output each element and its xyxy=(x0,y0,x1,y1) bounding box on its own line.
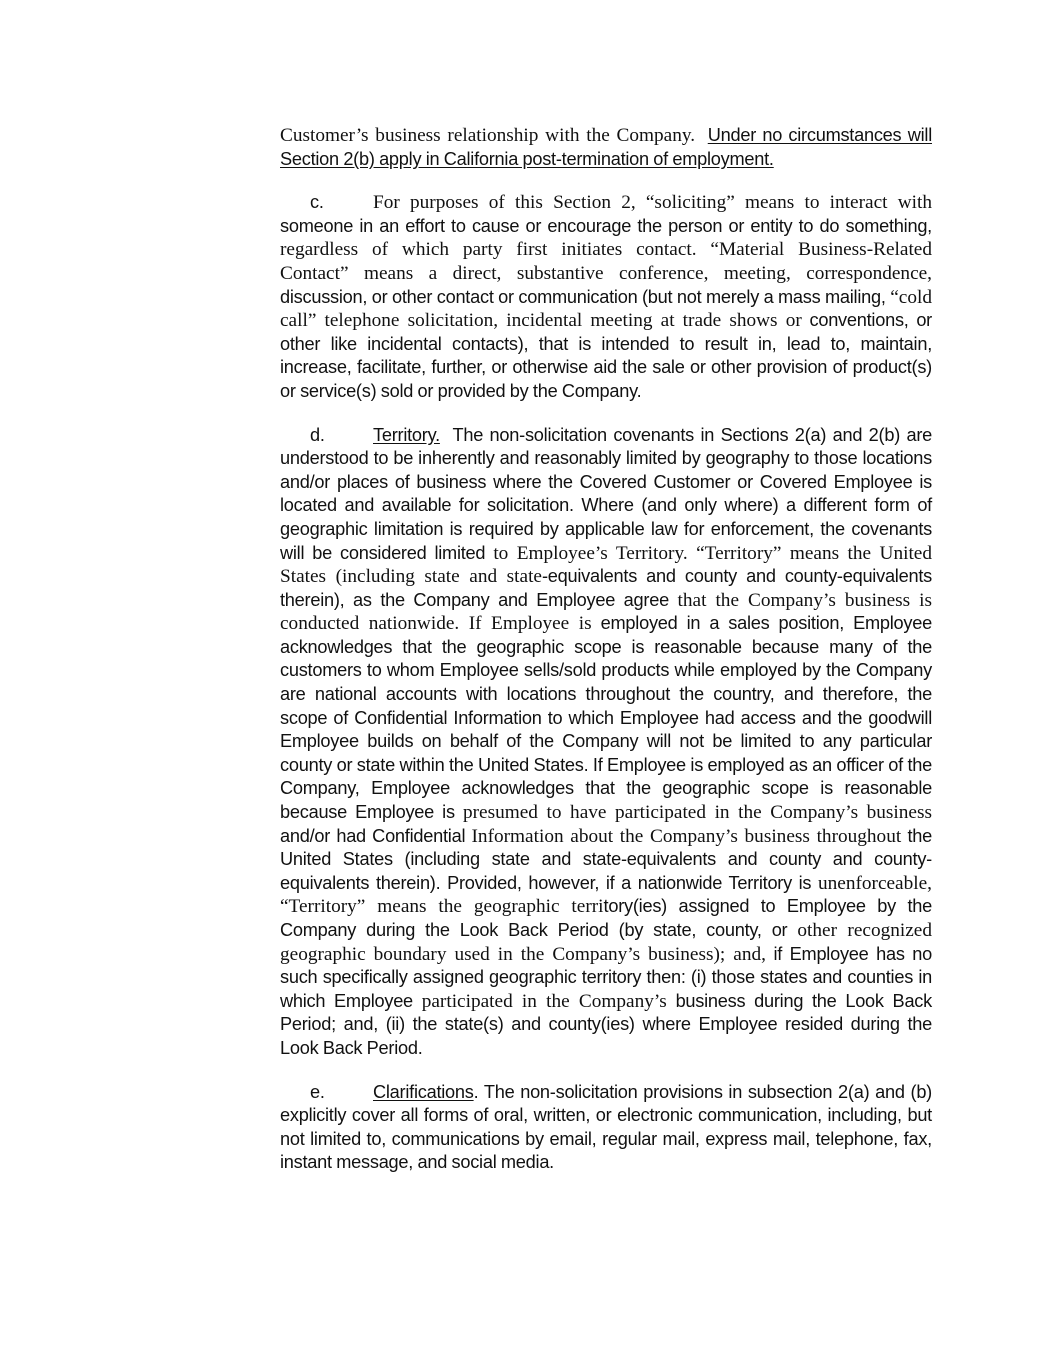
section-c-text-6: conventions, or other like incidental contacts), that is intended to result in, lead to, maintain, increase, facilitate, further, or otherwise aid the sale or other provision of product(s) or service(s) sold or provided by the Company. xyxy=(280,310,932,401)
section-d-text-3: -equivalents and county and county-equivalents therein), as the Company and Employee agree xyxy=(280,566,932,610)
section-c-paragraph xyxy=(280,191,932,403)
section-d-paragraph xyxy=(280,424,932,1061)
section-d-text-2: to Employee’s Territory. “Territory” means the United States (including state and state xyxy=(280,542,932,588)
section-d-text-8: Information about the Company’s business throughout xyxy=(471,825,902,847)
section-c-text-4: discussion, or other contact or communication (but not merely a mass mailing, xyxy=(280,286,886,307)
section-d-text-14: participated in the Company’s xyxy=(421,990,667,1012)
section-c-text-3: regardless of which party first initiates contact. “Material Business-Related Contact” means a direct, substantive conference, meeting, correspondence, xyxy=(280,239,932,284)
section-d-heading: Territory. xyxy=(373,424,440,445)
section-e-label: e. xyxy=(310,1081,325,1102)
section-c-text-1: For purposes of this Section 2, “soliciting” means to interact with xyxy=(373,192,932,214)
section-d-text-11: tory(ies) assigned to Employee by the Company during the Look Back Period (by state, county, or xyxy=(280,896,932,940)
section-c-label: c. xyxy=(310,192,324,213)
intro-text: Customer’s business relationship with the Company. xyxy=(280,125,696,146)
section-d-text-12: other recognized geographic boundary used in the Company’s business); and, xyxy=(280,920,933,965)
section-e-paragraph xyxy=(280,1081,932,1175)
document-body xyxy=(280,124,932,1195)
section-d-text-9: the United States (including state and state-equivalents and county and county-equivalents therein). Provided, however, if a nationwide Territory is xyxy=(280,825,933,893)
section-c-text-2: someone in an effort to cause or encourage the person or entity to do something, xyxy=(280,215,932,236)
section-d-text-1: The non-solicitation covenants in Sections 2(a) and 2(b) are understood to be inherently and reasonably limited by geography to those locations and/or places of business where the Covered Customer or Covered Employee is located and available for solicitation. Where (and only where) a different form of geographic limitation is required by applicable law for enforcement, the covenants will be considered limited xyxy=(280,424,932,563)
section-d-text-10: unenforceable, “Territory” means the geographic terri xyxy=(280,872,932,918)
section-e-heading: Clarifications xyxy=(373,1081,474,1102)
section-d-text-6: presumed to have participated in the Company’s business xyxy=(462,802,932,824)
section-d-text-5: employed in a sales position, Employee acknowledges that the geographic scope is reasonable because many of the customers to whom Employee sells/sold products while employed by the Company are national accounts with locations throughout the country, and therefore, the scope of Confidential Information to which Employee had access and the goodwill Employee builds on behalf of the Company will not be limited to any particular county or state within the United States. If Employee is employed as an officer of the Company, Employee acknowledges that the geographic scope is reasonable because Employee is xyxy=(280,613,932,823)
intro-paragraph xyxy=(280,124,932,171)
section-c-text-5: “cold call” telephone solicitation, incidental meeting at trade shows or xyxy=(280,286,933,332)
section-d-text-4: that the Company’s business is conducted nationwide. If Employee is xyxy=(280,589,933,635)
section-e-text: . The non-solicitation provisions in subsection 2(a) and (b) explicitly cover all forms of oral, written, or electronic communication, including, but not limited to, communications by email, regular mail, express mail, telephone, fax, instant message, and social media. xyxy=(280,1081,932,1173)
section-d-text-15: business during the Look Back Period; and, (ii) the state(s) and county(ies) where Employee resided during the Look Back Period. xyxy=(280,990,932,1058)
california-exception-text: Under no circumstances will Section 2(b) apply in California post-termination of employment. xyxy=(280,125,932,169)
section-d-label: d. xyxy=(310,424,325,445)
section-d-text-7: and/or had Confidential xyxy=(280,825,466,846)
section-d-text-13: if Employee has no such specifically assigned geographic territory then: (i) those states and counties in which Employee xyxy=(280,943,932,1011)
